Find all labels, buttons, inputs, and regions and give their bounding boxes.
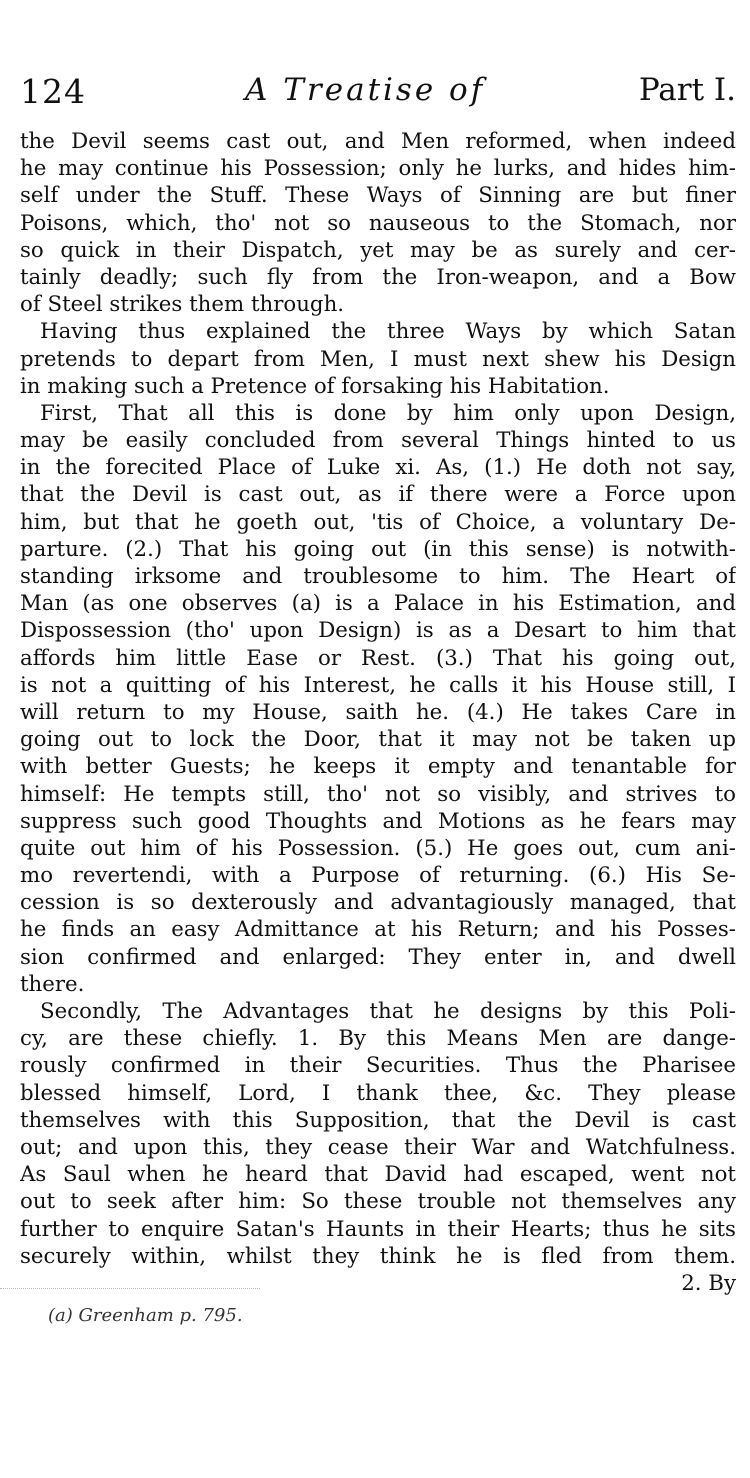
text-line: sion confirmed and enlarged: They enter in, and dwell [20, 944, 736, 970]
text-line: Secondly, The Advantages that he designs by this Poli- [40, 999, 736, 1024]
text-line: mo revertendi, with a Purpose of returning. (6.) His Se- [20, 863, 736, 889]
text-line: in the forecited Place of Luke xi. As, (1.) He doth not say, [20, 455, 736, 481]
body-text [20, 128, 736, 1297]
text-line: pretends to depart from Men, I must next shew his Design [20, 346, 736, 372]
text-line: blessed himself, Lord, I thank thee, &c. They please [20, 1080, 736, 1106]
text-line: standing irksome and troublesome to him. The Heart of [20, 564, 736, 589]
text-line: parture. (2.) That his going out (in this sense) is notwith- [20, 536, 736, 562]
text-line: quite out him of his Possession. (5.) He goes out, cum ani- [20, 835, 736, 861]
text-line: he finds an easy Admittance at his Return; and his Posses- [20, 917, 736, 943]
text-line: with better Guests; he keeps it empty and tenantable for [20, 754, 736, 780]
page-header [20, 72, 736, 124]
text-line: he may continue his Possession; only he lurks, and hides him- [20, 156, 736, 182]
text-line: Dispossession (tho' upon Design) is as a Desart to him that [20, 618, 736, 644]
text-line: out to seek after him: So these trouble not themselves any [20, 1189, 736, 1215]
text-line: himself: He tempts still, tho' not so visibly, and strives to [20, 781, 736, 807]
text-line: Man (as one observes (a) is a Palace in his Estimation, and [20, 591, 736, 617]
text-line: Poisons, which, tho' not so nauseous to the Stomach, nor [20, 210, 736, 236]
text-line: him, but that he goeth out, 'tis of Choice, a voluntary De- [20, 509, 736, 535]
text-line: themselves with this Supposition, that the Devil is cast [20, 1107, 736, 1133]
text-line: going out to lock the Door, that it may not be taken up [20, 727, 736, 753]
running-title: A Treatise of [245, 72, 486, 108]
part-label: Part I. [638, 72, 736, 108]
page-number: 124 [20, 72, 86, 111]
text-line: out; and upon this, they cease their War and Watchfulness. [20, 1134, 736, 1160]
footnote: (a) Greenham p. 795. [48, 1305, 243, 1326]
text-line: rously confirmed in their Securities. Thus the Pharisee [20, 1053, 736, 1079]
text-line: tainly deadly; such fly from the Iron-weapon, and a Bow [20, 264, 736, 290]
footnote-rule [0, 1288, 260, 1290]
text-line: Having thus explained the three Ways by which Satan [40, 319, 736, 345]
text-line: further to enquire Satan's Haunts in their Hearts; thus he sits [20, 1216, 736, 1242]
text-line: affords him little Ease or Rest. (3.) That his going out, [20, 645, 736, 671]
text-line: suppress such good Thoughts and Motions as he fears may [20, 808, 736, 834]
text-line: cy, are these chiefly. 1. By this Means Men are dange- [20, 1026, 736, 1052]
text-line: securely within, whilst they think he is fled from them. [20, 1243, 736, 1269]
text-line: in making such a Pretence of forsaking his Habitation. [20, 373, 610, 399]
text-line: the Devil seems cast out, and Men reformed, when indeed [20, 129, 736, 154]
text-line: As Saul when he heard that David had escaped, went not [20, 1162, 736, 1188]
text-line: so quick in their Dispatch, yet may be as surely and cer- [20, 237, 736, 263]
text-line: will return to my House, saith he. (4.) He takes Care in [20, 699, 736, 725]
text-line: may be easily concluded from several Things hinted to us [20, 428, 736, 454]
text-line: First, That all this is done by him only upon Design, [40, 400, 736, 426]
text-line: that the Devil is cast out, as if there were a Force upon [20, 482, 736, 508]
text-line: there. [20, 971, 85, 997]
catchword: 2. By [681, 1270, 736, 1296]
text-line: is not a quitting of his Interest, he calls it his House still, I [20, 672, 736, 698]
text-line: of Steel strikes them through. [20, 292, 345, 318]
text-line: self under the Stuff. These Ways of Sinning are but finer [20, 183, 736, 209]
text-line: cession is so dexterously and advantagiously managed, that [20, 890, 736, 916]
